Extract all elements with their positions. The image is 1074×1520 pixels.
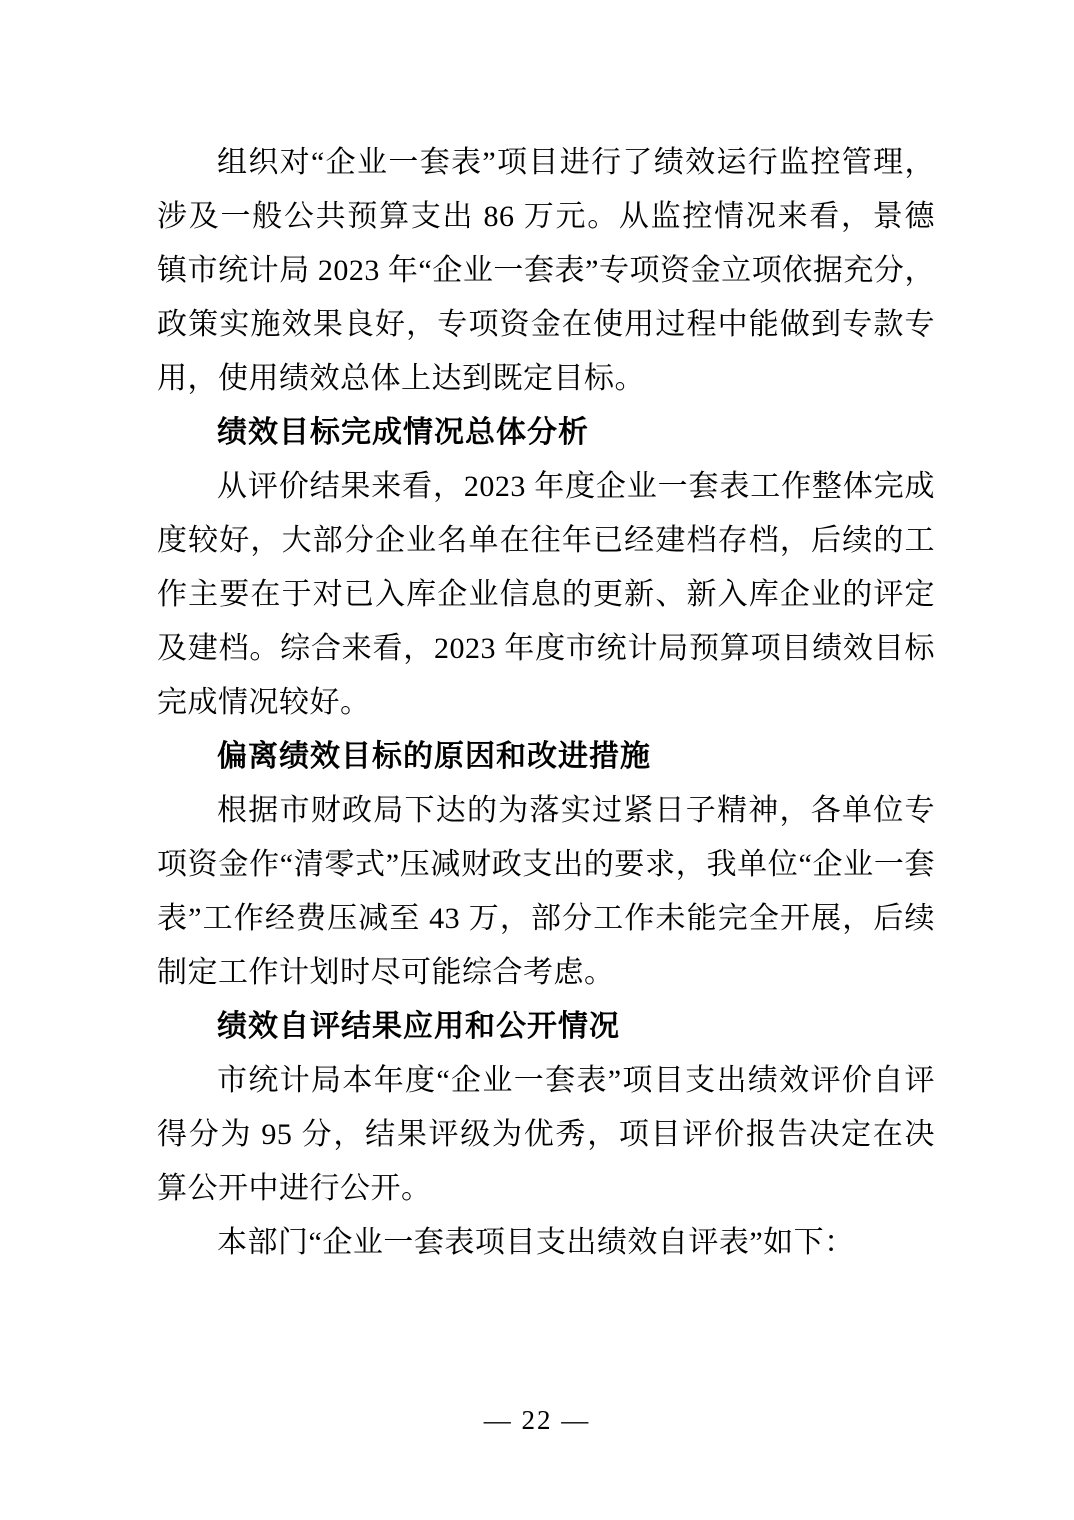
paragraph-goal-completion: 从评价结果来看，2023 年度企业一套表工作整体完成度较好，大部分企业名单在往年已经建档存档，后续的工作主要在于对已入库企业信息的更新、新入库企业的评定及建档。综合来看，2023 年度市统计局预算项目绩效目标完成情况较好。 — [157, 470, 935, 719]
paragraph-monitoring-summary: 组织对“企业一套表”项目进行了绩效运行监控管理，涉及一般公共预算支出 86 万元。从监控情况来看，景德镇市统计局 2023 年“企业一套表”专项资金立项依据充分，政策实施效果良好，专项资金在使用过程中能做到专款专用，使用绩效总体上达到既定目标。 — [157, 146, 935, 395]
paragraph-deviation-detail: 根据市财政局下达的为落实过紧日子精神，各单位专项资金作“清零式”压减财政支出的要求，我单位“企业一套表”工作经费压减至 43 万，部分工作未能完全开展，后续制定工作计划时尽可能综合考虑。 — [157, 794, 935, 989]
paragraph-self-evaluation-result: 市统计局本年度“企业一套表”项目支出绩效评价自评得分为 95 分，结果评级为优秀，项目评价报告决定在决算公开中进行公开。 — [157, 1064, 935, 1205]
heading-self-evaluation-disclosure: 绩效自评结果应用和公开情况 — [217, 1010, 620, 1043]
heading-performance-goal-analysis: 绩效目标完成情况总体分析 — [217, 416, 589, 449]
document-content — [157, 136, 935, 1270]
paragraph-self-evaluation-table-intro: 本部门“企业一套表项目支出绩效自评表”如下： — [217, 1226, 855, 1259]
page-footer — [0, 1398, 1074, 1442]
page-number: — 22 — — [483, 1405, 591, 1435]
heading-deviation-reasons-and-improvements: 偏离绩效目标的原因和改进措施 — [217, 740, 651, 773]
